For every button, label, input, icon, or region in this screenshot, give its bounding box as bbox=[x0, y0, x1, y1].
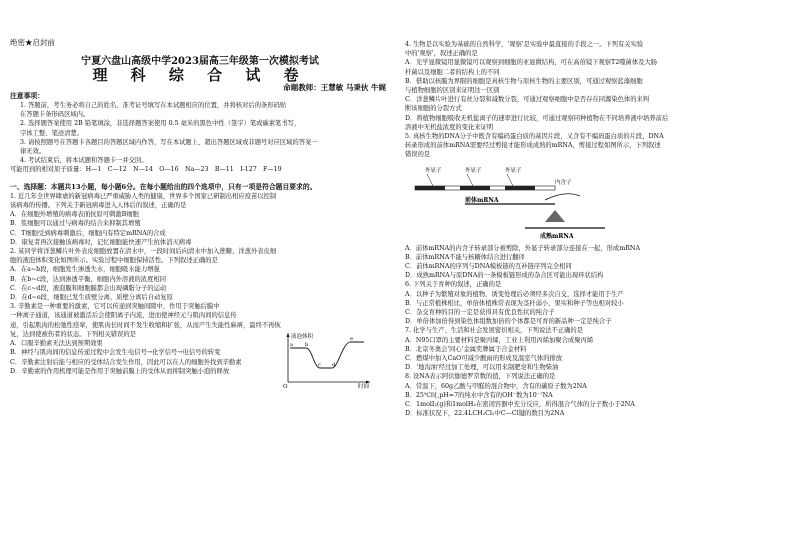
q3-option-c: C．辛勤素注射后能与相应的受体结合发生作用，因此可以在人的细胞外找到辛勤素 bbox=[10, 358, 242, 366]
intron-label: 内含子 bbox=[555, 179, 572, 186]
point-a: a bbox=[290, 342, 293, 348]
graph-origin: O bbox=[283, 384, 288, 390]
pre-mrna-label: 前体mRNA bbox=[465, 196, 499, 204]
splice-arrow bbox=[545, 210, 565, 222]
q4-option-b-cont: 与植物细胞的区别来证明这一区别 bbox=[405, 87, 500, 95]
q1-option-a: A．在细胞外增殖的病毒表面抗原可刺激B细胞 bbox=[10, 211, 139, 219]
question-8 bbox=[405, 372, 787, 418]
q4-option-d-cont: 溶液中无机盐浓度的变化来证明 bbox=[405, 123, 494, 131]
pointer-line bbox=[427, 174, 433, 186]
q4-option-b: B．借助以核膜为界限的细胞是真核生物与原核生物的主要区别，可通过观察蓝藻细胞 bbox=[405, 77, 643, 85]
q2-option-d: D．在d~e段，细胞已发生质壁分离，质壁分离后自动复原 bbox=[10, 294, 173, 302]
note-line: 律无效。 bbox=[20, 148, 46, 156]
question-2 bbox=[10, 247, 390, 302]
note-line: 字体工整、笔迹清楚。 bbox=[20, 129, 83, 137]
question-5 bbox=[405, 132, 787, 280]
exon-block bbox=[415, 186, 445, 190]
q8-stem: 8. 设NA表示阿伏伽德罗常数的值，下列说法正确的是 bbox=[405, 373, 556, 381]
q2-option-b: B．在b~c段，达到渗透平衡，细胞内外溶液的浓度相同 bbox=[10, 275, 166, 283]
notes-list bbox=[10, 101, 390, 165]
exon-label-2: 外显子 bbox=[465, 167, 482, 174]
note-line: 2. 选择题答案使用 2B 铅笔填涂，非选择题答案使用 0.5 毫米的黑色中性（签字）笔或碳素笔书写， bbox=[20, 120, 301, 128]
q3-option-d: D．辛勤素的作用机理可能是作用于突触前膜上的受体从而抑制突触小泡的释放 bbox=[10, 367, 230, 375]
q6-option-a: A．以种子为繁殖对象的植物，诱变处理后必须经多次自交，选择才能用于生产 bbox=[405, 290, 624, 298]
section-heading: 一、选择题：本题共13小题，每小题6分。在每小题给出的四个选项中，只有一项是符合题目要求的。 bbox=[10, 182, 317, 191]
q4-option-a-cont: 杆菌以及细胞二者的结构上的不同 bbox=[405, 68, 500, 76]
notes-heading: 注意事项： bbox=[10, 91, 44, 100]
q2-option-c: C．在c~d段，液泡膜和细胞膜都会出现磷脂分子的运动 bbox=[10, 284, 167, 292]
note-line: 在答题卡条形码区域内。 bbox=[20, 111, 90, 119]
question-6 bbox=[405, 280, 787, 326]
q6-option-b: B．与正常植株相比，单倍体植株常表现为茎秆弱小，果实和种子等也相对较小 bbox=[405, 299, 624, 307]
q1-option-b: B．浆细胞可以通过与病毒的结合来抑制其增殖 bbox=[10, 220, 141, 228]
point-b: b bbox=[305, 342, 309, 348]
right-column bbox=[405, 40, 787, 419]
q4-option-a: A．光学显微镜用显微镜可以观察到细胞的亚显微结构，可在高倍镜下观察T2噬菌体及大肠 bbox=[405, 59, 658, 67]
q7-option-c: C．燃煤中加入CaO可减少酸雨的形成及温室气体的排放 bbox=[405, 355, 563, 363]
q5-stem: 转录形成的前体mRNA需要经过剪接才能形成成熟的mRNA，剪接过程如图所示，下列叙述 bbox=[405, 142, 661, 150]
graph-ylabel: 液泡体积 bbox=[291, 334, 314, 340]
q5-option-c: C．前体mRNA的序列与DNA模板链的互补链序列完全相同 bbox=[405, 263, 572, 271]
point-c: c bbox=[318, 362, 321, 368]
subject-title: 理 科 综 合 试 卷 bbox=[92, 66, 308, 85]
q6-stem: 6. 下列关于育种的叙述，正确的是 bbox=[405, 281, 502, 289]
volume-curve bbox=[290, 342, 364, 368]
q3-stem: 一种离子通道，该通道被激活后会使阳离子内流，进而使神经元与肌肉间的信息传 bbox=[10, 312, 237, 320]
q7-option-b: B．北京冬奥会'同心'金属奖牌属于合金材料 bbox=[405, 345, 527, 353]
splicing-svg bbox=[405, 162, 785, 242]
left-column bbox=[10, 0, 390, 390]
q3-stem: 复，达到使被伤者的状态。下列相关错误的是 bbox=[10, 330, 136, 338]
q4-stem: 4. 生物是以实验为基础的自然科学，'观察'是实验中最直接的手段之一。下列有关实验 bbox=[405, 41, 644, 48]
point-d: d bbox=[332, 362, 336, 368]
graph-xlabel: 时间 bbox=[358, 384, 370, 390]
q5-stem: 5. 真核生物的DNA分子中既含有编码蛋白质的基因片段，又含有不编码蛋白质的片段，DNA bbox=[405, 133, 664, 141]
atomic-mass-line: 可能用到的相对原子质量：H—1 C—12 N—14 O—16 Na—23 B—11 I-127 F—19 bbox=[10, 166, 282, 174]
note-line: 4. 考试结束后，将本试题和答题卡一并交回。 bbox=[20, 157, 148, 165]
q5-option-b: B．前体mRNA不能与核糖体结合进行翻译 bbox=[405, 253, 525, 261]
teachers-line: 命题教师：王慧敏 马秉伙 牛娓 bbox=[283, 82, 386, 92]
exon-label-1: 外显子 bbox=[425, 167, 442, 174]
secret-mark: 绝密★启封前 bbox=[10, 38, 55, 47]
q5-option-d: D．成熟mRNA与原DNA的一条模板链形成的杂合区可能出现环状结构 bbox=[405, 272, 604, 280]
mature-mrna-label: 成熟mRNA bbox=[540, 232, 574, 240]
q4-option-d: D．将植物细胞吸收无机盐离子的速率进行比较，可通过观察同种植物在不同培养液中培养前后 bbox=[405, 114, 669, 122]
q3-stem: 递，引起肌肉的松弛性痉挛，使肌肉长时间不发生收缩和扩张，从而产生失能性麻痹，最终不再恢 bbox=[10, 321, 281, 329]
q6-option-c: C．杂交育种的目的一定是获得具有优良性状的纯合子 bbox=[405, 309, 555, 317]
q5-stem: 错误的是 bbox=[405, 151, 431, 159]
q2-stem: 2. 某同学将洋葱鳞片叶外表皮细胞放置在清水中，一段时间后向清水中加入蔗糖，洋葱外表皮细 bbox=[10, 248, 277, 256]
question-7 bbox=[405, 326, 787, 372]
q8-option-b: B．25℃时,pH=7的纯水中含有的OH⁻数为10⁻⁷NA bbox=[405, 391, 553, 399]
q8-option-d: D．标准状况下，22.4LCH₂Cl₂中C—Cl键的数目为2NA bbox=[405, 410, 565, 418]
q3-option-b: B．神经与肌肉间的信息传递过程中会发生电信号→化学信号→电信号的转变 bbox=[10, 349, 221, 357]
school-title: 宁夏六盘山高级中学2023届高三年级第一次模拟考试 bbox=[81, 56, 319, 68]
note-line: 1. 答题前，考生务必将自己的姓名、准考证号填写在本试题相应的位置，并将核对后的条形码贴 bbox=[20, 102, 287, 110]
exon-block bbox=[460, 186, 490, 190]
note-line: 3. 请按照题号在答题卡各题目的答题区域内作答，写在本试题上、超出答题区域或非题号对应区域的答案一 bbox=[20, 138, 318, 146]
q4-option-c: C．洋葱鳞片叶进行有丝分裂和减数分裂，可通过观察细胞中是否存在同源染色体的来判 bbox=[405, 96, 650, 104]
q8-option-c: C．1molI₂(g)和1molH₂在密闭容器中充分反应，所得混合气体的分子数小于2NA bbox=[405, 401, 635, 409]
point-e: e bbox=[350, 336, 353, 342]
q7-option-d: D．'地沟油'经过加工处理，可以用来制肥皂和生物柴油 bbox=[405, 364, 559, 372]
q7-option-a: A．N95口罩的主要材料是聚丙烯，工业上利用丙烯加聚合成聚丙烯 bbox=[405, 336, 594, 344]
q6-option-d: D．单倍体加倍得到染色体组数加倍的个体都是可育的新品种一定是纯合子 bbox=[405, 318, 612, 326]
splicing-diagram bbox=[405, 162, 787, 242]
intron-loop bbox=[545, 193, 580, 199]
q1-stem: 1. 近几年全世界肆虐的新冠病毒已严重威胁人类的健康，世界多个国家已研制出相应疫苗以控制 bbox=[10, 192, 277, 200]
q2-stem: 胞的液泡体积变化如图所示。实验过程中细胞保持活性。下列叙述正确的是 bbox=[10, 257, 218, 265]
q4-option-c-cont: 断该细胞的分裂方式 bbox=[405, 105, 462, 113]
exon-label-3: 外显子 bbox=[505, 167, 522, 174]
q3-stem: 3. 辛勤素是一种重要的激素，它可以传递到突触间隙中，作用于突触后膜中 bbox=[10, 303, 220, 311]
q2-option-a: A．在a~b段，细胞发生渗透失水，细胞吸水能力增强 bbox=[10, 266, 160, 274]
q1-option-c: C．T细胞受到病毒刺激后，细胞内有特定mRNA的合成 bbox=[10, 229, 166, 237]
q7-stem: 7. 化学与生产、生活和社会发展密切相关，下列说法不正确的是 bbox=[405, 327, 584, 335]
vacuole-volume-graph bbox=[278, 330, 374, 390]
y-axis-arrow bbox=[287, 333, 290, 337]
pointer-line bbox=[467, 174, 473, 186]
pointer-line bbox=[507, 174, 513, 186]
q3-option-a: A．口服辛勤素无法达到预期效果 bbox=[10, 340, 103, 348]
q8-option-a: A．常温下，60g乙酸与甲醛的混合物中，含有的碳原子数为2NA bbox=[405, 382, 587, 390]
question-4 bbox=[405, 40, 787, 132]
q1-stem: 该病毒的传播。下列关于新冠病毒进入人体后的叙述，正确的是 bbox=[10, 202, 187, 210]
question-1 bbox=[10, 192, 390, 247]
q5-option-a: A．前体mRNA的内含子转录部分被剪除，外显子转录部分连接在一起，形成mRNA bbox=[405, 244, 640, 252]
q4-stem: 中的'观察'，叙述正确的是 bbox=[405, 50, 478, 58]
q1-option-d: D．康复者再次接触该病毒时，记忆细胞能快速产生抗体消灭病毒 bbox=[10, 238, 192, 246]
exon-block bbox=[505, 186, 535, 190]
